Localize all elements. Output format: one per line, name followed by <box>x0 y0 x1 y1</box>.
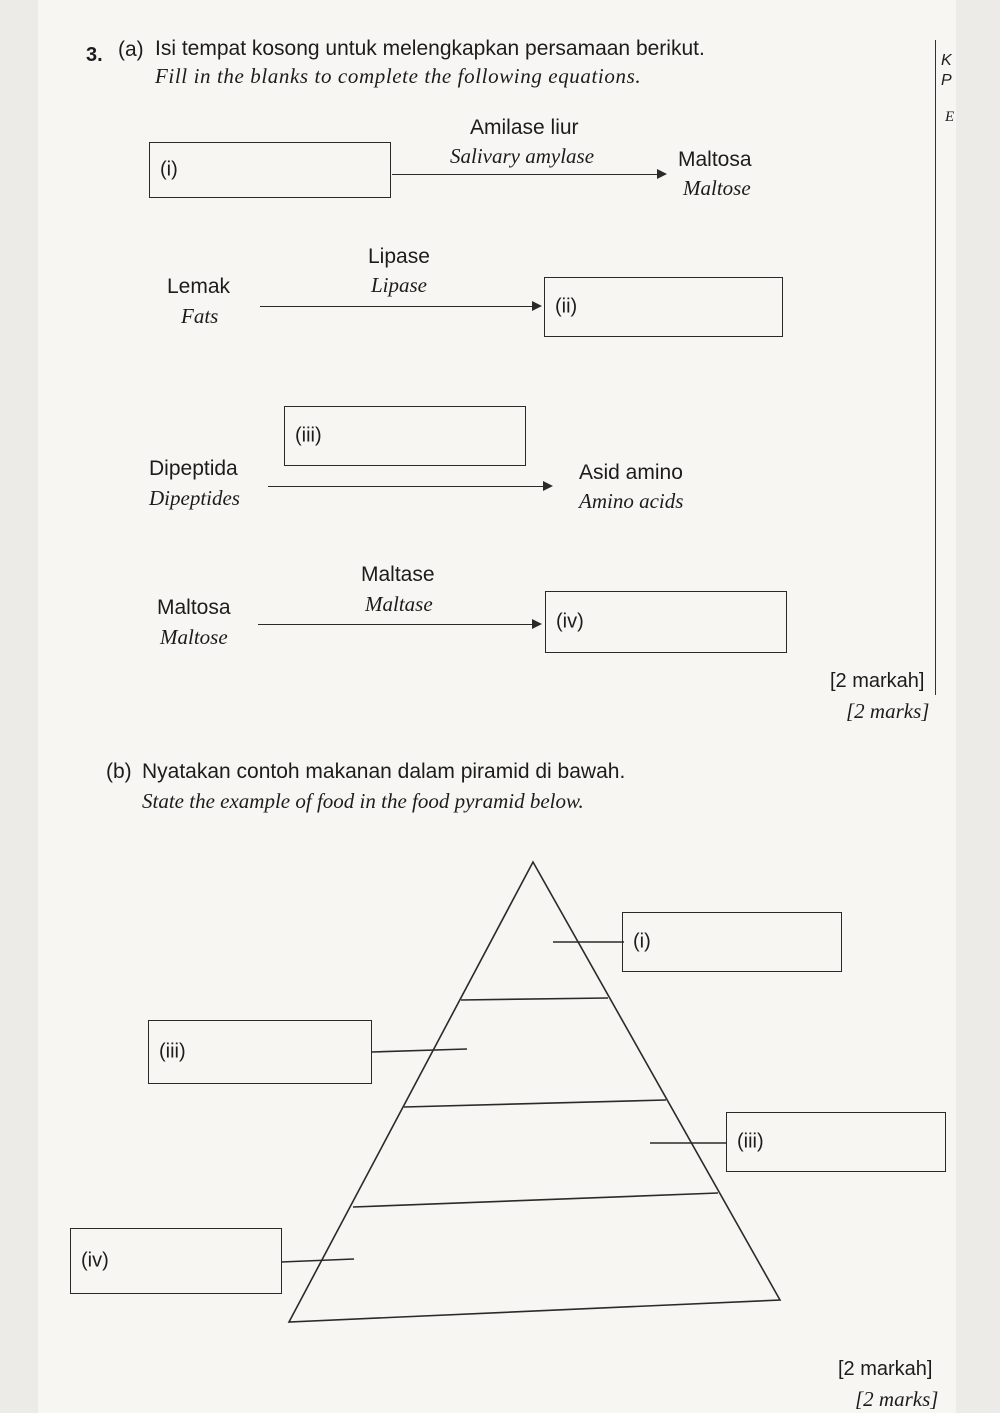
pyramid-tier-line <box>461 998 608 1000</box>
margin-letter-e: E <box>945 109 955 125</box>
question-number: 3. <box>86 44 103 66</box>
substrate-en: Fats <box>181 304 219 328</box>
leader-line <box>281 1259 354 1262</box>
blank-label: (iii) <box>295 424 322 447</box>
product-ms: Maltosa <box>678 148 752 171</box>
margin-letter-k: K <box>941 52 952 69</box>
product-en: Maltose <box>683 176 751 200</box>
substrate-en: Maltose <box>160 625 228 649</box>
product-ms: Asid amino <box>579 461 683 484</box>
pyramid-box-iv[interactable] <box>70 1228 282 1294</box>
marks-en-a: [2 marks] <box>846 699 930 723</box>
pyramid-box-iii-right[interactable] <box>726 1112 946 1172</box>
marks-ms-b: [2 markah] <box>838 1358 933 1380</box>
part-a-instruction-en: Fill in the blanks to complete the following equations. <box>155 64 642 88</box>
part-b-instruction-en: State the example of food in the food pyramid below. <box>142 789 584 813</box>
enzyme-ms: Lipase <box>368 245 430 268</box>
margin-letter-p: P <box>941 72 952 89</box>
substrate-ms: Maltosa <box>157 596 231 619</box>
product-en: Amino acids <box>579 489 684 513</box>
part-a-label: (a) <box>118 38 144 61</box>
blank-label: (iv) <box>556 610 584 633</box>
part-a-instruction-ms: Isi tempat kosong untuk melengkapkan persamaan berikut. <box>155 37 705 60</box>
part-b-instruction-ms: Nyatakan contoh makanan dalam piramid di bawah. <box>142 760 626 783</box>
blank-label: (i) <box>633 930 651 953</box>
blank-label: (iv) <box>81 1249 109 1272</box>
substrate-en: Dipeptides <box>149 486 240 510</box>
pyramid-box-i[interactable] <box>622 912 842 972</box>
substrate-ms: Lemak <box>167 275 231 298</box>
blank-label: (iii) <box>737 1130 764 1153</box>
blank-label: (i) <box>160 158 178 181</box>
part-b-label: (b) <box>106 760 132 783</box>
blank-label: (ii) <box>555 295 578 318</box>
marks-ms-a: [2 markah] <box>830 670 925 692</box>
enzyme-en: Lipase <box>371 273 428 297</box>
pyramid-tier-line <box>353 1193 718 1207</box>
enzyme-en: Salivary amylase <box>450 144 595 168</box>
substrate-ms: Dipeptida <box>149 457 238 480</box>
enzyme-ms: Amilase liur <box>470 116 579 139</box>
pyramid-tier-line <box>404 1100 666 1107</box>
leader-line <box>372 1049 467 1052</box>
enzyme-en: Maltase <box>365 592 433 616</box>
pyramid-box-iii-left[interactable] <box>148 1020 372 1084</box>
marks-en-b: [2 marks] <box>855 1387 939 1411</box>
blank-label: (iii) <box>159 1040 186 1063</box>
enzyme-ms: Maltase <box>361 563 435 586</box>
